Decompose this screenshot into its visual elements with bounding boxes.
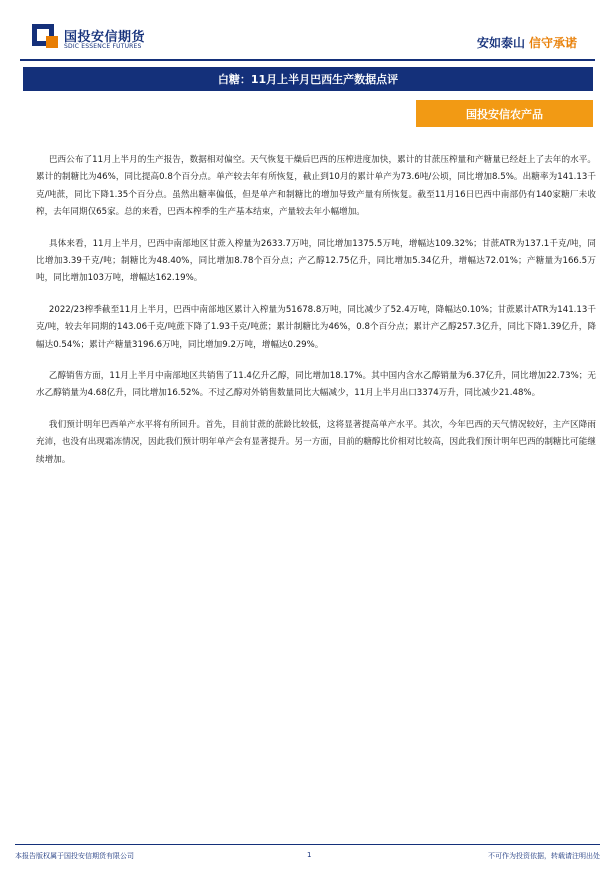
report-title: 白糖：11月上半月巴西生产数据点评 xyxy=(23,67,593,91)
paragraph: 巴西公布了11月上半月的生产报告，数据相对偏空。天气恢复干燥后巴西的压榨进度加快，累计的甘蔗压榨量和产糖量已经赶上了去年的水平。累计的制糖比为46%，同比提高0.8个百分点。单产较去年有所恢复，截止到10月的累计单产为73.6吨/公顷，同比增加8.5%。出糖率为141.13千克/吨蔗，同比下降1.35个百分点。虽然出糖率偏低，但是单产和制糖比的增加导致产量有所恢复。截至11月16日巴西中南部仍有140家糖厂未收榨，去年同期仅65家。总的来看，巴西本榨季的生产基本结束，产量较去年小幅增加。 xyxy=(36,155,596,218)
product-tag: 国投安信农产品 xyxy=(416,100,593,127)
page-header xyxy=(0,0,615,62)
copyright-notice: 本报告版权属于国投安信期货有限公司 xyxy=(15,852,134,860)
paragraph: 2022/23榨季截至11月上半月，巴西中南部地区累计入榨量为51678.8万吨，同比减少了52.4万吨，降幅达0.10%；甘蔗累计ATR为141.13千克/吨，较去年同期的143.06千克/吨蔗下降了1.93千克/吨蔗；累计制糖比为46%，0.8个百分点；累计产乙醇257.3亿升，同比下降1.39亿升，降幅达0.54%；累计产糖量3196.6万吨，同比增加9.2万吨，增幅达0.29%。 xyxy=(36,304,596,350)
disclaimer: 不可作为投资依据，转载请注明出处 xyxy=(488,852,600,860)
paragraph: 具体来看，11月上半月，巴西中南部地区甘蔗入榨量为2633.7万吨，同比增加1375.5万吨，增幅达109.32%；甘蔗ATR为137.1千克/吨，同比增加3.39千克/吨；制糖比为48.40%，同比增加8.78个百分点；产乙醇12.75亿升，同比增加5.34亿升，增幅达72.01%；产糖量为166.5万吨，同比增加103万吨，增幅达162.19%。 xyxy=(36,238,596,284)
company-name-en: SDIC ESSENCE FUTURES xyxy=(64,43,142,50)
company-logo-icon xyxy=(32,24,60,48)
company-slogan xyxy=(477,34,577,51)
slogan-part1: 安如泰山 xyxy=(476,36,525,50)
page-number: 1 xyxy=(307,851,312,859)
report-body xyxy=(36,152,596,483)
header-divider xyxy=(20,59,595,61)
paragraph: 我们预计明年巴西单产水平将有所回升。首先，目前甘蔗的蔗龄比较低，这将显著提高单产水平。其次，今年巴西的天气情况较好，主产区降雨充沛，也没有出现霜冻情况，因此我们预计明年单产会有显著提升。另一方面，目前的糖醇比价相对比较高，因此我们预计明年巴西的制糖比可能继续增加。 xyxy=(36,419,596,465)
paragraph: 乙醇销售方面，11月上半月中南部地区共销售了11.4亿升乙醇，同比增加18.17%。其中国内含水乙醇销量为6.37亿升，同比增加22.73%；无水乙醇销量为4.68亿升，同比增加16.52%。不过乙醇对外销售数量同比大幅减少，11月上半月出口3374万升，同比减少21.48%。 xyxy=(36,371,596,399)
page-footer xyxy=(0,838,615,870)
company-name-cn: 国投安信期货 xyxy=(64,30,146,45)
footer-divider xyxy=(15,844,600,845)
slogan-part2: 信守承诺 xyxy=(528,36,577,50)
